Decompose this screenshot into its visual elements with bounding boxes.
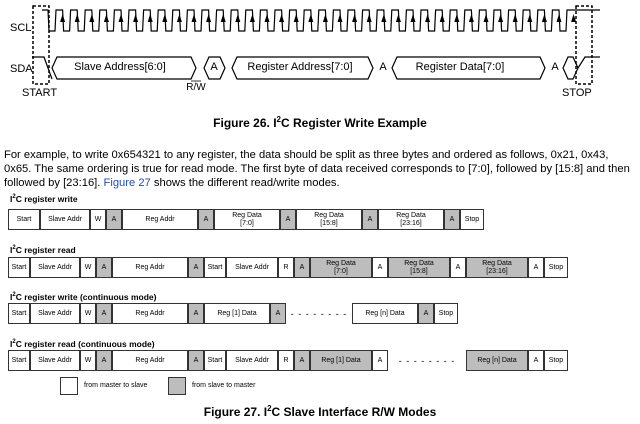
legend-master-label: from master to slave	[84, 382, 148, 389]
frame-field: Slave Addr	[30, 303, 80, 324]
continuation-dashes: - - - - - - - -	[290, 308, 348, 319]
figure-26-caption: Figure 26. $I^2C$ Register Write Example	[213, 115, 427, 130]
frame-field: Reg [1] Data	[204, 303, 270, 324]
frame-field: Reg Data [15:8]	[388, 257, 450, 278]
frame-field: A	[444, 209, 460, 230]
frame-field: Slave Addr	[40, 209, 90, 230]
legend-master-swatch	[60, 377, 78, 395]
frame-field: Start	[8, 257, 30, 278]
frame-field: Reg [n] Data	[352, 303, 418, 324]
frame-field: Reg Data [23:16]	[466, 257, 528, 278]
frame-field: Reg Addr	[112, 303, 188, 324]
figure-27-caption: Figure 27. $I^2C$ Slave Interface R/W Modes	[203, 404, 437, 419]
scl-label: SCL	[10, 22, 32, 34]
frame-field: A	[188, 257, 204, 278]
slave-address-label: Slave Address[6:0]	[74, 61, 166, 73]
frame-field: A	[198, 209, 214, 230]
frame-field: W	[90, 209, 106, 230]
frame-field: A	[96, 257, 112, 278]
mode-title: $I^2C$ register read	[10, 245, 76, 255]
frame-field: Reg Data [7:0]	[310, 257, 372, 278]
i2c-timing-diagram	[0, 0, 640, 112]
rw-label: R/W	[186, 82, 206, 93]
ack-label-3: A	[551, 61, 559, 73]
frame-field: A	[106, 209, 122, 230]
frame-field: Slave Addr	[30, 350, 80, 371]
legend-slave-label: from slave to master	[192, 382, 256, 389]
frame-field: Stop	[434, 303, 458, 324]
frame-field: A	[96, 350, 112, 371]
frame-field: Stop	[460, 209, 484, 230]
stop-label: STOP	[562, 87, 592, 99]
frame-field: Reg [1] Data	[310, 350, 372, 371]
frame-field: Reg Data [15:8]	[296, 209, 362, 230]
frame-field: A	[188, 303, 204, 324]
frame-field: A	[270, 303, 286, 324]
frame-field: A	[528, 350, 544, 371]
frame-field: A	[294, 350, 310, 371]
frame-field: Reg [n] Data	[466, 350, 528, 371]
frame-field: W	[80, 350, 96, 371]
frame-field: A	[372, 350, 388, 371]
frame-field: Reg Addr	[112, 257, 188, 278]
frame-field: W	[80, 257, 96, 278]
frame-field: A	[280, 209, 296, 230]
frame-field: R	[278, 350, 294, 371]
mode-title: $I^2C$ register read (continuous mode)	[10, 339, 155, 349]
register-address-label: Register Address[7:0]	[247, 61, 353, 73]
frame-field: Slave Addr	[226, 257, 278, 278]
frame-field: Stop	[544, 350, 568, 371]
start-label: START	[22, 87, 58, 99]
frame-field: R	[278, 257, 294, 278]
frame-field: A	[362, 209, 378, 230]
ack-label-1: A	[210, 61, 218, 73]
frame-field: Slave Addr	[226, 350, 278, 371]
frame-field: A	[450, 257, 466, 278]
scl-waveform	[42, 10, 600, 31]
start-condition-box	[33, 6, 49, 84]
frame-field: Start	[204, 350, 226, 371]
frame-field: Start	[8, 303, 30, 324]
frame-field: A	[528, 257, 544, 278]
sda-label: SDA	[10, 63, 33, 75]
frame-field: A	[418, 303, 434, 324]
frame-field: Reg Data [7:0]	[214, 209, 280, 230]
legend-slave-swatch	[168, 377, 186, 395]
frame-field: W	[80, 303, 96, 324]
frame-field: Start	[204, 257, 226, 278]
mode-title: $I^2C$ register write (continuous mode)	[10, 292, 157, 302]
frame-field: Start	[8, 350, 30, 371]
ack-label-2: A	[379, 61, 387, 73]
frame-field: A	[96, 303, 112, 324]
figure-27-link[interactable]: Figure 27	[103, 177, 151, 189]
frame-field: A	[372, 257, 388, 278]
frame-field: Reg Addr	[122, 209, 198, 230]
frame-field: Slave Addr	[30, 257, 80, 278]
body-paragraph: For example, to write 0x654321 to any register, the data should be split as three bytes and ordered as follows, 0x21, 0x43, 0x65. The same ordering is true for read mode. The first byte of data received corresponds to [7:0], followed by [15:8] and then followed by [23:16]. Figure 27 shows the different read/write modes.	[4, 149, 630, 189]
scl-line	[42, 10, 600, 31]
register-data-label: Register Data[7:0]	[415, 61, 505, 73]
frame-field: Reg Addr	[112, 350, 188, 371]
mode-title: $I^2C$ register write	[10, 194, 78, 204]
continuation-dashes: - - - - - - - -	[398, 355, 456, 366]
frame-field: Stop	[544, 257, 568, 278]
frame-field: Start	[8, 209, 40, 230]
frame-field: A	[294, 257, 310, 278]
stop-condition-box	[576, 6, 592, 84]
frame-field: Reg Data [23:16]	[378, 209, 444, 230]
frame-field: A	[188, 350, 204, 371]
